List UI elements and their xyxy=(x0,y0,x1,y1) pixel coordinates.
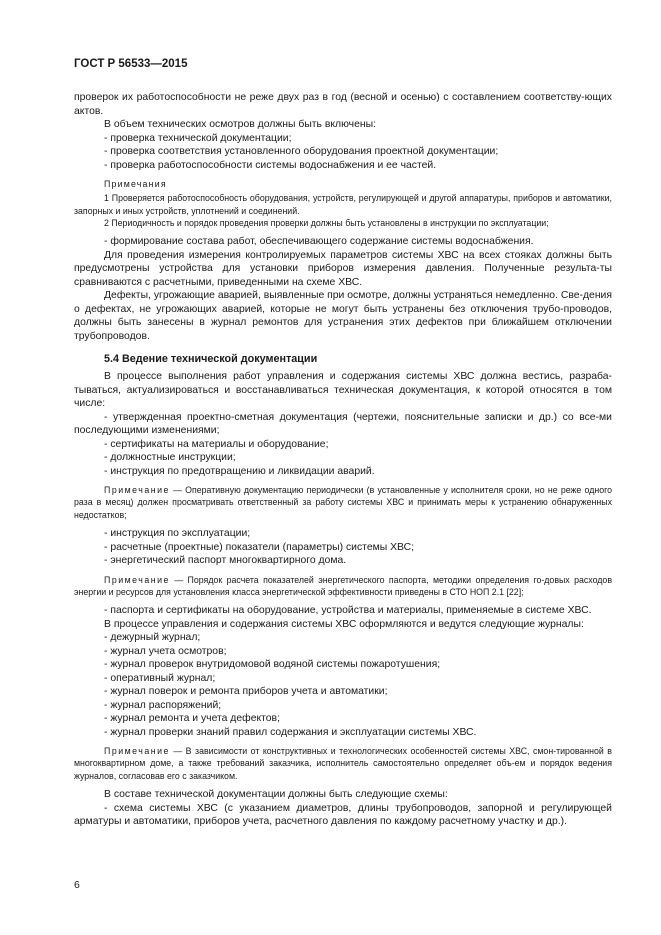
note-text xyxy=(74,484,612,521)
paragraph-inspection-scope: В объем технических осмотров должны быть включены: xyxy=(104,119,376,130)
note-body: — Порядок расчета показателей энергетического паспорта, методики определения го-довых расходов энергии и ресурсов для установления класса энергетической эффективности приведены в СТО НОП 2.1 [22]; xyxy=(74,574,612,597)
section-title: 5.4 Ведение технической документации xyxy=(104,353,318,366)
paragraph-schemes: В составе технической документации должны быть следующие схемы: xyxy=(104,789,448,801)
note-label: Примечание xyxy=(104,485,170,496)
document-page xyxy=(74,58,612,829)
note-text xyxy=(74,574,612,599)
list-item: - оперативный журнал; xyxy=(104,672,216,684)
list-item: - журнал ремонта и учета дефектов; xyxy=(104,713,280,725)
list-item: - инструкция по предотвращению и ликвидации аварий. xyxy=(104,465,375,477)
document-header: ГОСТ Р 56533—2015 xyxy=(74,58,188,70)
note-text xyxy=(74,745,612,782)
list-item: - энергетический паспорт многоквартирного дома. xyxy=(104,555,347,567)
paragraph-continued: проверок их работоспособности не реже двух раз в год (весной и осенью) с составлением соответству-ющих актов. xyxy=(74,92,612,117)
note-block xyxy=(74,484,612,521)
paragraph-journals: В процессе управления и содержания системы ХВС оформляются и ведутся следующие журналы: xyxy=(104,618,584,630)
list-item: - проверка соответствия установленного оборудования проектной документации; xyxy=(104,146,499,157)
list-item: - схема системы ХВС (с указанием диаметров, длины трубопроводов, запорной и регулирующей арматуры и автоматики, приборов учета, расчетного давления по каждому расчетному участку и др.). xyxy=(74,802,612,828)
note-block xyxy=(74,574,612,599)
list-item: - формирование состава работ, обеспечивающего содержание системы водоснабжения. xyxy=(104,236,534,248)
note-block xyxy=(74,745,612,782)
list-item: - должностные инструкции; xyxy=(104,452,236,464)
list-item: - проверка технической документации; xyxy=(104,132,292,144)
list-item: - инструкция по эксплуатации; xyxy=(104,528,251,540)
list-item: - расчетные (проектные) показатели (параметры) системы ХВС; xyxy=(104,541,414,553)
list-item: - утвержденная проектно-сметная документация (чертежи, пояснительные записки и др.) со все-ми последующими изменениями; xyxy=(74,411,612,437)
notes-title: Примечания xyxy=(104,179,167,189)
list-item: - журнал распоряжений; xyxy=(104,699,222,711)
note-body: — В зависимости от конструктивных и технологических особенностей системы ХВС, смон-тированной в многоквартирном доме, а также требований заказчика, исполнитель самостоятельно определяет объ-ем и порядок ведения журналов, согласовав его с заказчиком. xyxy=(74,746,612,781)
paragraph-measurement: Для проведения измерения контролируемых параметров системы ХВС на всех стояках должны быть предусмотрены устройства для установки приборов измерения давления. Полученные результа-ты сравниваются с расчетными, приведенными на схеме ХВС. xyxy=(74,249,612,288)
list-item: - журнал поверок и ремонта приборов учета и автоматики; xyxy=(104,686,388,698)
notes-block xyxy=(74,178,612,229)
list-item: - сертификаты на материалы и оборудование; xyxy=(104,438,329,450)
list-item: - проверка работоспособности системы водоснабжения и ее частей. xyxy=(104,159,437,171)
page-number: 6 xyxy=(74,880,80,891)
note-label: Примечание xyxy=(104,746,170,757)
list-item: - журнал учета осмотров; xyxy=(104,645,227,657)
list-item: - журнал проверки знаний правил содержания и эксплуатации системы ХВС. xyxy=(104,726,477,738)
list-item: - дежурный журнал; xyxy=(104,632,201,644)
note-label: Примечание xyxy=(104,574,170,585)
list-item: - журнал проверок внутридомовой водяной системы пожаротушения; xyxy=(104,659,441,671)
paragraph-defects: Дефекты, угрожающие аварией, выявленные при осмотре, должны устраняться немедленно. Све-дения о дефектах, не угрожающих аварией, которые не могут быть устранены без отключения трубо-проводов, должны быть занесены в журнал ремонтов для устранения этих дефектов при ближайшем отключении трубопроводов. xyxy=(74,290,612,342)
note-body: — Оперативную документацию периодически (в установленные у исполнителя сроки, но не реже одного раза в месяц) должен просматривать ответственный за работу системы ХВС и принимать меры к устранению обнаруженных недостатков; xyxy=(74,485,612,520)
paragraph-documentation: В процессе выполнения работ управления и содержания системы ХВС должна вестись, разраба-тываться, актуализироваться и восстанавливаться техническая документация, к которой относятся в том числе: xyxy=(74,371,612,410)
note-item: 2 Периодичность и порядок проведения проверки должны быть установлены в инструкции по эксплуатации; xyxy=(104,217,549,228)
note-item: 1 Проверяется работоспособность оборудования, устройств, регулирующей и другой аппаратуры, приборов и автоматики, запорных и иных устройств, уплотнений и соединений. xyxy=(74,193,612,216)
list-item: - паспорта и сертификаты на оборудование, устройства и материалы, применяемые в системе ХВС. xyxy=(104,605,592,617)
